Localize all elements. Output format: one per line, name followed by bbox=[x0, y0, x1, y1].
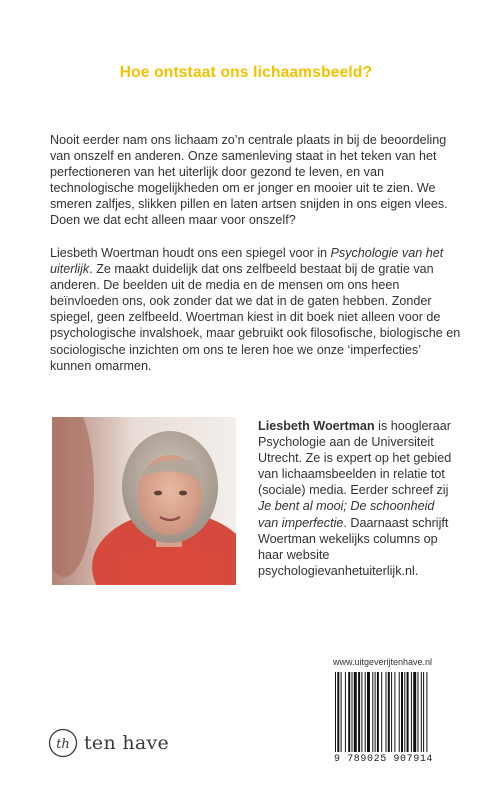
author-previous-books: Je bent al mooi; De schoonheid van imperfectie bbox=[258, 499, 435, 530]
author-name: Liesbeth Woertman bbox=[258, 419, 375, 433]
publisher-logo bbox=[48, 727, 169, 759]
author-bio bbox=[258, 418, 453, 579]
publisher-name: ten have bbox=[84, 732, 170, 754]
intro-paragraph-2-rest: . Ze maakt duidelijk dat ons zelfbeeld bestaat bij de gratie van anderen. De beelden uit de media en de mensen om ons heen beïnvloeden ons, ook zonder dat we dat in de gaten hebben. Zonder spiegel, geen zelfbeeld. Woertman kiest in dit boek niet alleen voor de psychologische invalshoek, maar gebruikt ook filosofische, biologische en sociologische inzichten om ons te leren hoe we onze ‘imperfecties’ kunnen omarmen. bbox=[50, 262, 461, 373]
isbn-number: 9 789025 907914 bbox=[334, 754, 434, 765]
publisher-website: www.uitgeverijtenhave.nl bbox=[333, 657, 433, 667]
author-bio-text: is hoogleraar Psychologie aan de Universiteit Utrecht. Ze is expert op het gebied van lichaamsbeelden in relatie tot (sociale) media. Eerder schreef zij bbox=[258, 419, 452, 498]
book-title-italic: Psychologie van het uiterlijk bbox=[50, 246, 444, 277]
intro-paragraph-2 bbox=[50, 245, 462, 374]
publisher-logo-icon bbox=[48, 728, 78, 758]
svg-text:th: th bbox=[56, 737, 70, 752]
headline: Hoe ontstaat ons lichaamsbeeld? bbox=[119, 64, 373, 81]
author-bio-text-end: . Daarnaast schrijft Woertman wekelijks columns op haar website psychologievanhetuiterlijk.nl. bbox=[258, 515, 449, 578]
intro-paragraph-1: Nooit eerder nam ons lichaam zo’n centrale plaats in bij de beoordeling van onszelf en anderen. Onze samenleving staat in het teken van het perfectioneren van het uiterlijk door gezond te leven, en van technologische mogelijkheden om er jonger en mooier uit te zien. We smeren zalfjes, slikken pillen en laten artsen snijden in ons eigen vlees. Doen we dat echt alleen maar voor onszelf? bbox=[50, 133, 448, 228]
barcode bbox=[333, 672, 471, 752]
author-portrait bbox=[52, 417, 236, 585]
intro-paragraph-2-start: Liesbeth Woertman houdt ons een spiegel voor in bbox=[50, 246, 331, 260]
